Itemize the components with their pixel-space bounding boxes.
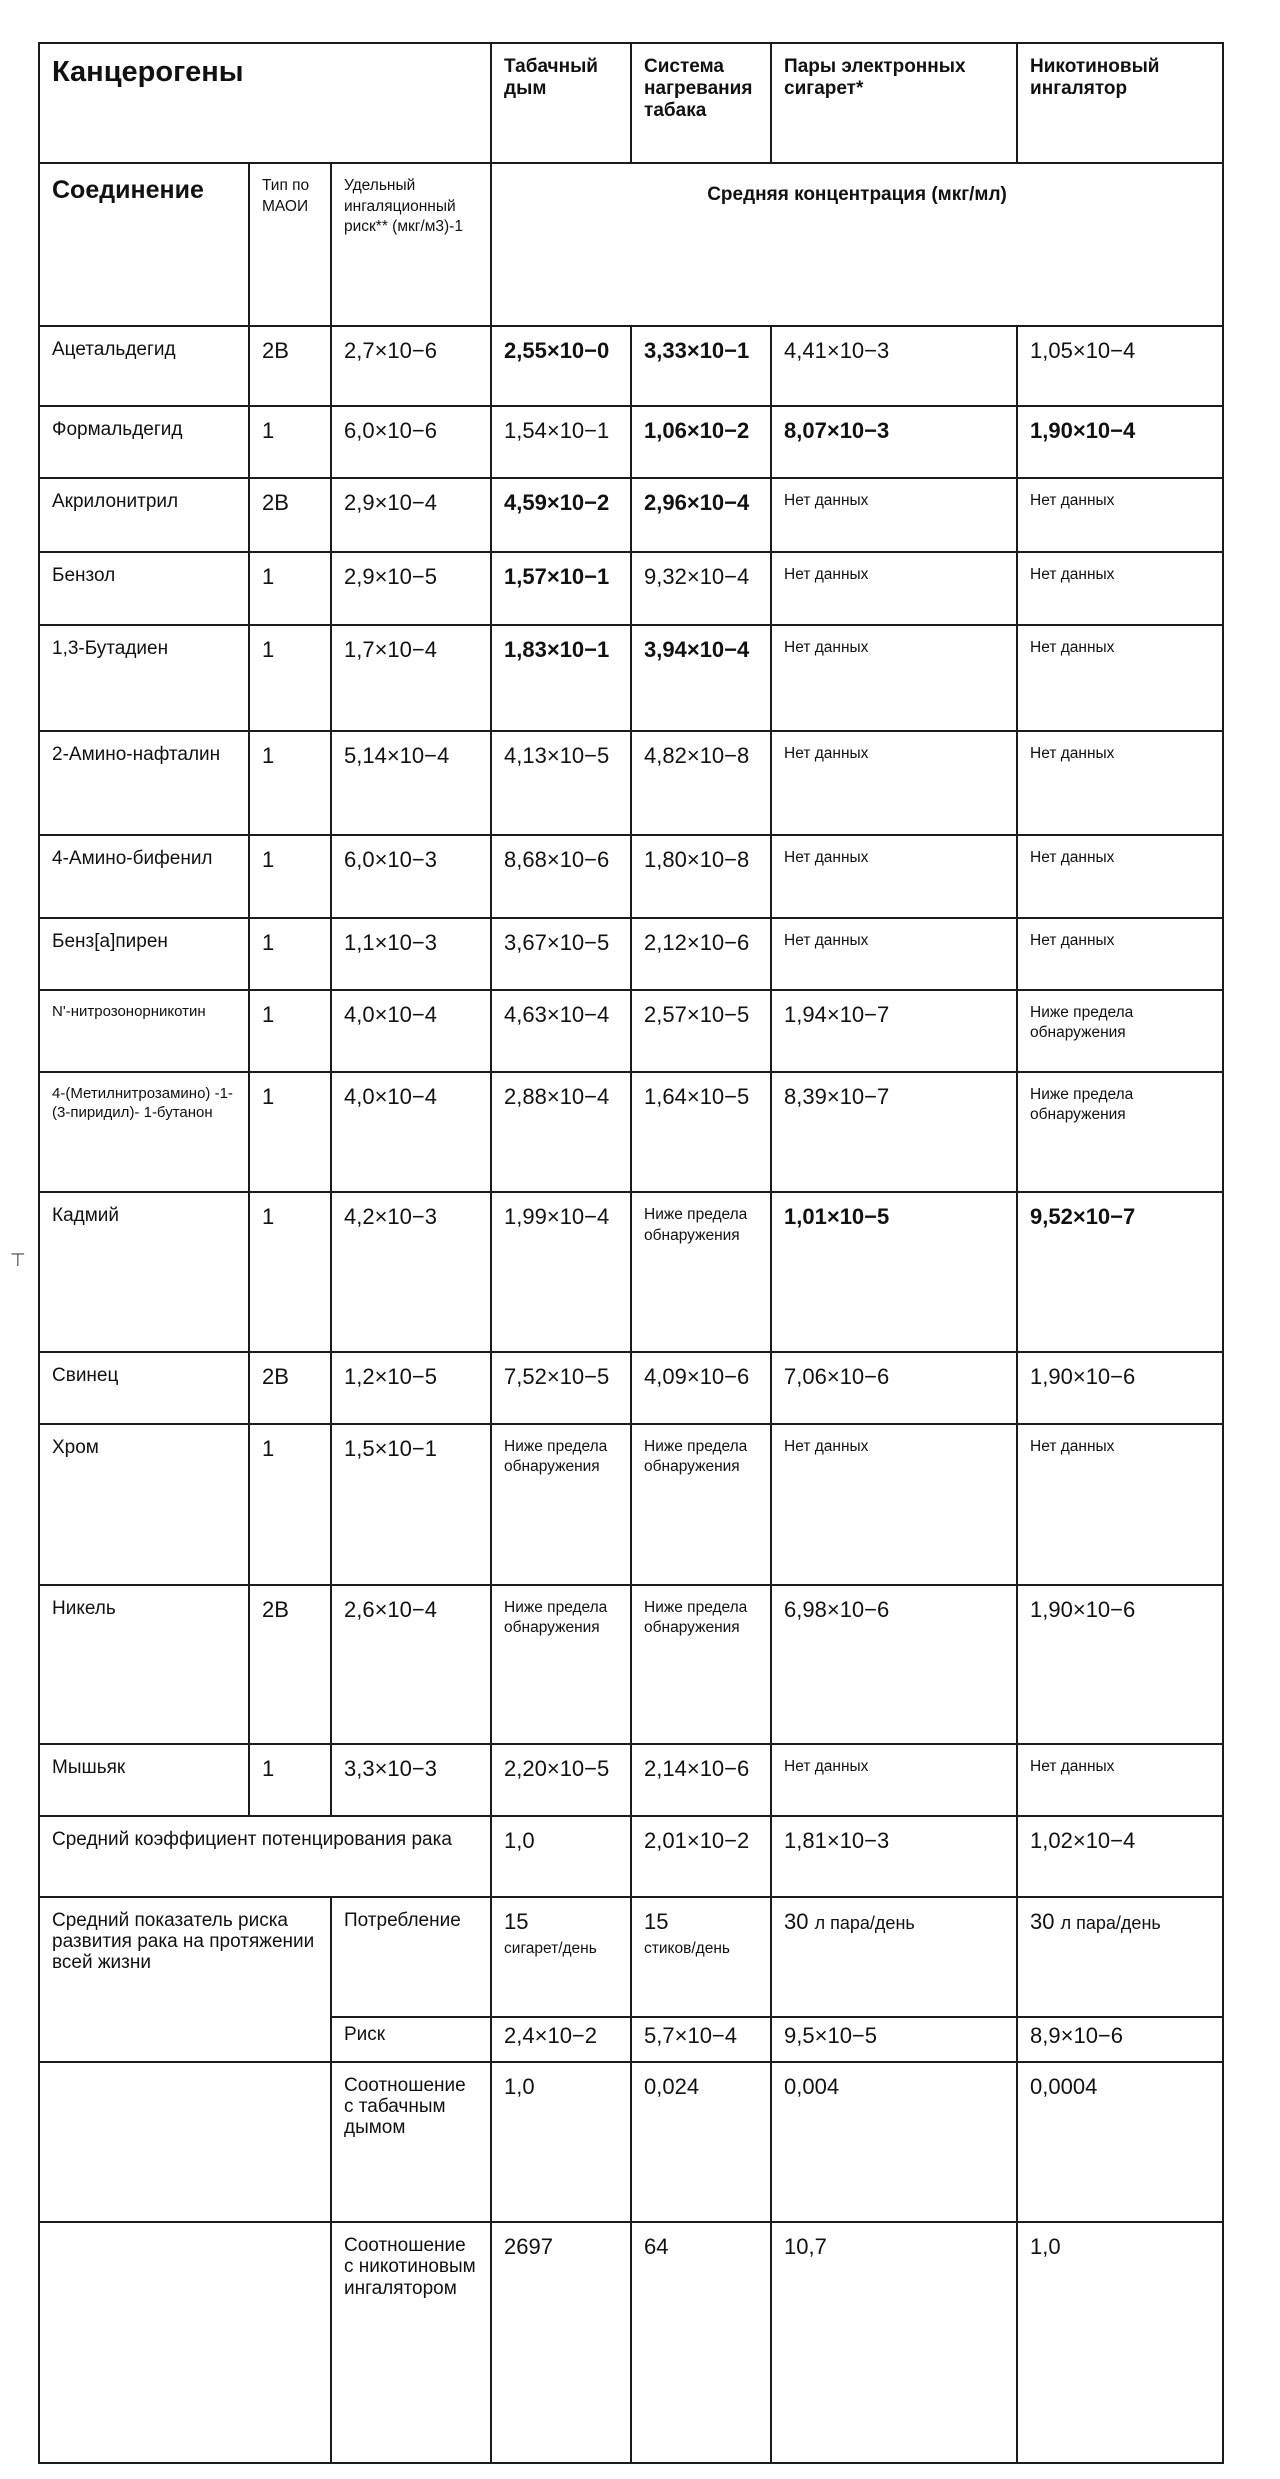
consumption-smoke-num: 15 (504, 1908, 529, 1934)
smoke-value: 4,59×10−2 (491, 478, 631, 551)
ratio-smoke-label: Соотношение с табачным дымом (331, 2062, 491, 2222)
smoke-value: Ниже предела обнаружения (491, 1424, 631, 1584)
heat-value: 9,32×10−4 (631, 552, 771, 625)
consumption-vape-unit: л пара/день (814, 1912, 915, 1933)
risk-heat: 5,7×10−4 (631, 2017, 771, 2062)
table-row (39, 625, 1223, 731)
vape-value: 6,98×10−6 (771, 1585, 1017, 1744)
inhaler-value: Нет данных (1017, 1424, 1223, 1584)
risk-label: Риск (331, 2017, 491, 2062)
iarc-value: 2B (249, 478, 331, 551)
vape-value: Нет данных (771, 1744, 1017, 1816)
inhaler-value: Нет данных (1017, 625, 1223, 731)
table-row (39, 1424, 1223, 1584)
ratio-inhaler-smoke: 2697 (491, 2222, 631, 2463)
ratio-inhaler-heat: 64 (631, 2222, 771, 2463)
subheader-row (39, 163, 1223, 325)
consumption-heat-num: 15 (644, 1908, 669, 1934)
table-row (39, 478, 1223, 551)
inhaler-value: 9,52×10−7 (1017, 1192, 1223, 1351)
consumption-vape-num: 30 (784, 1908, 809, 1934)
risk-value: 5,14×10−4 (331, 731, 491, 835)
heat-value: 2,12×10−6 (631, 918, 771, 990)
table-row (39, 1192, 1223, 1351)
potentiation-row (39, 1816, 1223, 1896)
table-row (39, 990, 1223, 1072)
table-row (39, 552, 1223, 625)
consumption-vape (771, 1897, 1017, 2017)
iarc-value: 1 (249, 1072, 331, 1192)
compound-name: Формальдегид (39, 406, 249, 478)
vape-value: Нет данных (771, 835, 1017, 917)
vape-value: 8,07×10−3 (771, 406, 1017, 478)
smoke-value: 1,57×10−1 (491, 552, 631, 625)
heat-value: 3,33×10−1 (631, 326, 771, 406)
smoke-value: 1,99×10−4 (491, 1192, 631, 1351)
consumption-row (39, 1897, 1223, 2017)
compound-name: Кадмий (39, 1192, 249, 1351)
table-row (39, 406, 1223, 478)
compound-name: 4-(Метилнитрозамино) -1-(3-пиридил)- 1-бутанон (39, 1072, 249, 1192)
risk-value: 1,7×10−4 (331, 625, 491, 731)
ratio-inhaler-vape: 10,7 (771, 2222, 1017, 2463)
risk-value: 4,0×10−4 (331, 990, 491, 1072)
potentiation-label: Средний коэффициент потенцирования рака (39, 1816, 491, 1896)
smoke-value: 4,63×10−4 (491, 990, 631, 1072)
risk-value: 4,0×10−4 (331, 1072, 491, 1192)
consumption-inhaler-num: 30 (1030, 1908, 1055, 1934)
iarc-value: 2B (249, 1352, 331, 1424)
inhaler-value: 1,90×10−6 (1017, 1585, 1223, 1744)
vape-value: 8,39×10−7 (771, 1072, 1017, 1192)
vape-value: Нет данных (771, 478, 1017, 551)
heat-value: 4,09×10−6 (631, 1352, 771, 1424)
col-header-inhaler: Никотиновый ингалятор (1017, 43, 1223, 163)
ratio-smoke-vape: 0,004 (771, 2062, 1017, 2222)
col-header-smoke: Табачный дым (491, 43, 631, 163)
inhaler-value: Нет данных (1017, 552, 1223, 625)
ratio-inhaler-row (39, 2222, 1223, 2463)
heat-value: Ниже предела обнаружения (631, 1192, 771, 1351)
avg-conc-header: Средняя концентрация (мкг/мл) (491, 163, 1223, 325)
vape-value: Нет данных (771, 1424, 1017, 1584)
iarc-value: 1 (249, 552, 331, 625)
inhaler-value: Нет данных (1017, 1744, 1223, 1816)
potentiation-inhaler: 1,02×10−4 (1017, 1816, 1223, 1896)
risk-value: 4,2×10−3 (331, 1192, 491, 1351)
consumption-smoke (491, 1897, 631, 2017)
table-row (39, 1744, 1223, 1816)
iarc-header: Тип по МАОИ (249, 163, 331, 325)
smoke-value: 1,83×10−1 (491, 625, 631, 731)
vape-value: Нет данных (771, 918, 1017, 990)
table-row (39, 326, 1223, 406)
iarc-value: 2B (249, 1585, 331, 1744)
vape-value: 1,01×10−5 (771, 1192, 1017, 1351)
iarc-value: 1 (249, 990, 331, 1072)
risk-value: 1,2×10−5 (331, 1352, 491, 1424)
ratio-smoke-heat: 0,024 (631, 2062, 771, 2222)
heat-value: 2,14×10−6 (631, 1744, 771, 1816)
risk-value: 6,0×10−6 (331, 406, 491, 478)
potentiation-smoke: 1,0 (491, 1816, 631, 1896)
inhaler-value: Нет данных (1017, 918, 1223, 990)
risk-value: 2,6×10−4 (331, 1585, 491, 1744)
potentiation-vape: 1,81×10−3 (771, 1816, 1017, 1896)
iarc-value: 1 (249, 918, 331, 990)
compound-name: 1,3-Бутадиен (39, 625, 249, 731)
inhaler-value: Ниже предела обнаружения (1017, 990, 1223, 1072)
ratio-smoke-smoke: 1,0 (491, 2062, 631, 2222)
risk-smoke: 2,4×10−2 (491, 2017, 631, 2062)
smoke-value: 2,88×10−4 (491, 1072, 631, 1192)
iarc-value: 1 (249, 1744, 331, 1816)
heat-value: 1,80×10−8 (631, 835, 771, 917)
compound-name: N'-нитрозонорникотин (39, 990, 249, 1072)
table-row (39, 918, 1223, 990)
consumption-heat-unit: стиков/день (644, 1940, 730, 1958)
ratio-inhaler-label: Соотношение с никотиновым ингалятором (331, 2222, 491, 2463)
risk-value: 3,3×10−3 (331, 1744, 491, 1816)
smoke-value: 7,52×10−5 (491, 1352, 631, 1424)
consumption-inhaler (1017, 1897, 1223, 2017)
compound-name: Никель (39, 1585, 249, 1744)
risk-value: 6,0×10−3 (331, 835, 491, 917)
risk-value: 2,7×10−6 (331, 326, 491, 406)
smoke-value: Ниже предела обнаружения (491, 1585, 631, 1744)
heat-value: 1,06×10−2 (631, 406, 771, 478)
iarc-value: 1 (249, 835, 331, 917)
heat-value: 2,57×10−5 (631, 990, 771, 1072)
heat-value: Ниже предела обнаружения (631, 1585, 771, 1744)
table-row (39, 731, 1223, 835)
inhaler-value: 1,90×10−6 (1017, 1352, 1223, 1424)
compound-name: Бенз[а]пирен (39, 918, 249, 990)
vape-value: 4,41×10−3 (771, 326, 1017, 406)
smoke-value: 2,20×10−5 (491, 1744, 631, 1816)
heat-value: 3,94×10−4 (631, 625, 771, 731)
risk-value: 1,5×10−1 (331, 1424, 491, 1584)
smoke-value: 1,54×10−1 (491, 406, 631, 478)
vape-value: 7,06×10−6 (771, 1352, 1017, 1424)
table-row (39, 1072, 1223, 1192)
vape-value: 1,94×10−7 (771, 990, 1017, 1072)
empty-cell (39, 2062, 331, 2222)
risk-vape: 9,5×10−5 (771, 2017, 1017, 2062)
iarc-value: 1 (249, 625, 331, 731)
vape-value: Нет данных (771, 731, 1017, 835)
risk-value: 2,9×10−4 (331, 478, 491, 551)
compound-name: Ацетальдегид (39, 326, 249, 406)
table-row (39, 1352, 1223, 1424)
risk-inhaler: 8,9×10−6 (1017, 2017, 1223, 2062)
heat-value: 4,82×10−8 (631, 731, 771, 835)
ratio-inhaler-inhaler: 1,0 (1017, 2222, 1223, 2463)
compound-name: 4-Амино-бифенил (39, 835, 249, 917)
compound-name: Хром (39, 1424, 249, 1584)
consumption-smoke-unit: сигарет/день (504, 1940, 597, 1958)
compound-header: Соединение (39, 163, 249, 325)
risk-header: Удельный ингаляционный риск** (мкг/м3)-1 (331, 163, 491, 325)
heat-value: 1,64×10−5 (631, 1072, 771, 1192)
lifetime-label: Средний показатель риска развития рака на протяжении всей жизни (39, 1897, 331, 2062)
vape-value: Нет данных (771, 552, 1017, 625)
smoke-value: 2,55×10−0 (491, 326, 631, 406)
inhaler-value: 1,90×10−4 (1017, 406, 1223, 478)
consumption-label: Потребление (331, 1897, 491, 2017)
iarc-value: 1 (249, 406, 331, 478)
inhaler-value: Нет данных (1017, 478, 1223, 551)
table-row (39, 835, 1223, 917)
consumption-heat (631, 1897, 771, 2017)
ratio-smoke-inhaler: 0,0004 (1017, 2062, 1223, 2222)
smoke-value: 3,67×10−5 (491, 918, 631, 990)
compound-name: Свинец (39, 1352, 249, 1424)
heat-value: 2,96×10−4 (631, 478, 771, 551)
consumption-inhaler-unit: л пара/день (1060, 1912, 1161, 1933)
compound-name: Бензол (39, 552, 249, 625)
risk-value: 1,1×10−3 (331, 918, 491, 990)
smoke-value: 4,13×10−5 (491, 731, 631, 835)
side-mark: ⊤ (10, 1250, 26, 1270)
header-row (39, 43, 1223, 163)
compound-name: Акрилонитрил (39, 478, 249, 551)
compound-name: Мышьяк (39, 1744, 249, 1816)
carcinogens-table (38, 42, 1224, 2464)
ratio-smoke-row (39, 2062, 1223, 2222)
smoke-value: 8,68×10−6 (491, 835, 631, 917)
vape-value: Нет данных (771, 625, 1017, 731)
inhaler-value: 1,05×10−4 (1017, 326, 1223, 406)
table-row (39, 1585, 1223, 1744)
iarc-value: 1 (249, 1424, 331, 1584)
table-title: Канцерогены (39, 43, 491, 163)
inhaler-value: Нет данных (1017, 835, 1223, 917)
iarc-value: 1 (249, 1192, 331, 1351)
col-header-vape: Пары электронных сигарет* (771, 43, 1017, 163)
empty-cell (39, 2222, 331, 2463)
iarc-value: 2B (249, 326, 331, 406)
inhaler-value: Нет данных (1017, 731, 1223, 835)
potentiation-heat: 2,01×10−2 (631, 1816, 771, 1896)
compound-name: 2-Амино-нафталин (39, 731, 249, 835)
inhaler-value: Ниже предела обнаружения (1017, 1072, 1223, 1192)
iarc-value: 1 (249, 731, 331, 835)
heat-value: Ниже предела обнаружения (631, 1424, 771, 1584)
risk-value: 2,9×10−5 (331, 552, 491, 625)
col-header-heat: Система нагревания табака (631, 43, 771, 163)
